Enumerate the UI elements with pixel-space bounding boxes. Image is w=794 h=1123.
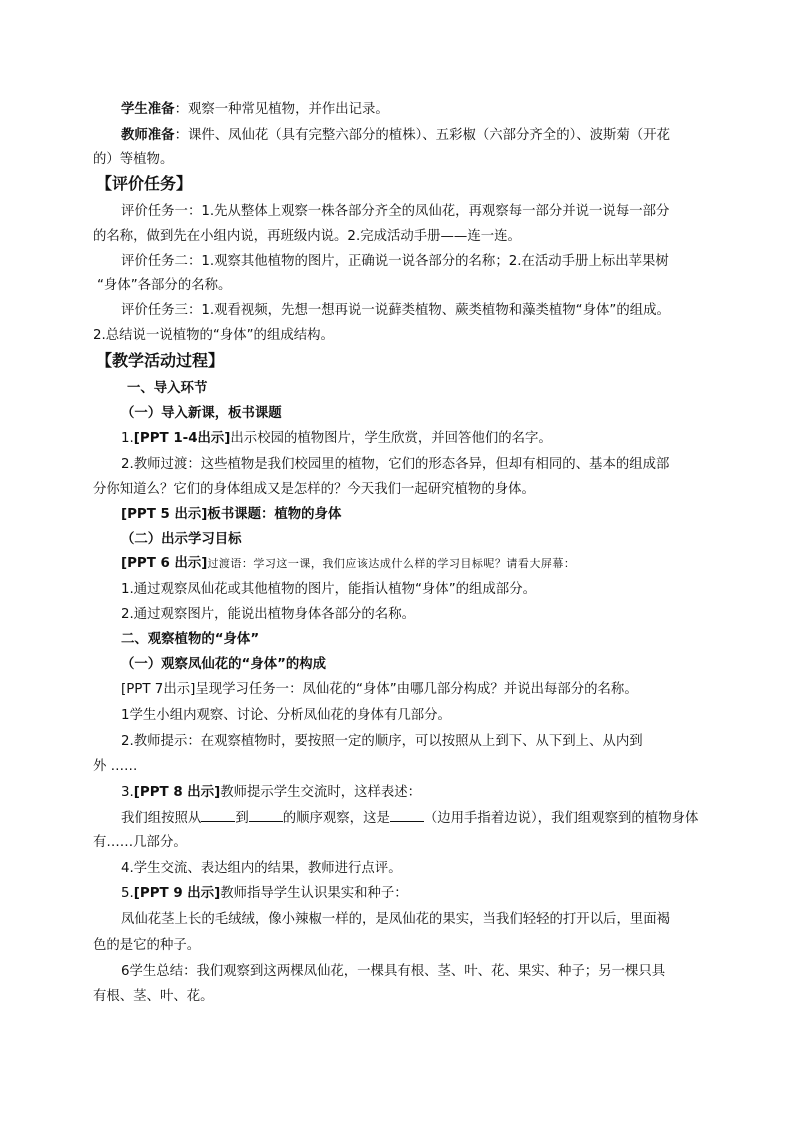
s2-p5-a: 我们组按照从 [121, 811, 202, 826]
s1-p4-text: 过渡语：学习这一课，我们应该达成什么样的学习目标呢？请看大屏幕： [207, 557, 576, 570]
eval-task2-line2: “身体”各部分的名称。 [97, 278, 232, 293]
s2-paragraph-9-line2: 有根、茎、叶、花。 [93, 989, 214, 1004]
s2-paragraph-1: [PPT 7出示]呈现学习任务一：凤仙花的“身体”由哪几部分构成？并说出每部分的名称。 [121, 682, 638, 697]
s1-paragraph-1 [121, 430, 552, 448]
s2-paragraph-8-line1: 凤仙花茎上长的毛绒绒，像小辣椒一样的，是凤仙花的果实，当我们轻轻的打开以后，里面褐 [121, 912, 671, 927]
goal-1: 1.通过观察凤仙花或其他植物的图片，能指认植物“身体”的组成部分。 [121, 582, 536, 597]
s2-paragraph-7 [121, 885, 408, 903]
teacher-prep-line-2: 的）等植物。 [93, 152, 174, 167]
s2-paragraph-4 [121, 784, 421, 802]
s2-p7-prefix: 5. [121, 886, 134, 901]
s2-paragraph-2: 1学生小组内观察、讨论、分析凤仙花的身体有几部分。 [121, 708, 451, 723]
s2-paragraph-5-line2: 有……几部分。 [93, 835, 187, 850]
section-2-sub-1: （一）观察凤仙花的“身体”的构成 [121, 657, 327, 672]
section-1-title: 一、导入环节 [127, 381, 208, 396]
s2-paragraph-3-line1: 2.教师提示：在观察植物时，要按照一定的顺序，可以按照从上到下、从下到上、从内到 [121, 734, 643, 749]
s2-p7-ppt: [PPT 9 出示] [133, 886, 221, 901]
eval-task3-line2: 2.总结说一说植物的“身体”的组成结构。 [93, 328, 334, 343]
student-prep-line [121, 101, 389, 119]
s1-p1-prefix: 1. [121, 431, 134, 446]
student-prep-text: ：观察一种常见植物，并作出记录。 [174, 102, 389, 117]
eval-task1-line1: 评价任务一：1.先从整体上观察一株各部分齐全的凤仙花，再观察每一部分并说一说每一部分 [121, 204, 670, 219]
s1-p1-ppt: [PPT 1-4出示] [133, 431, 231, 446]
s2-paragraph-8-line2: 色的是它的种子。 [93, 938, 201, 953]
s1-paragraph-2-line1: 2.教师过渡：这些植物是我们校园里的植物，它们的形态各异，但却有相同的、基本的组成部 [121, 457, 670, 472]
eval-heading: 【评价任务】 [96, 174, 193, 193]
section-1-sub-2: （二）出示学习目标 [121, 532, 242, 547]
s2-p5-c: 的顺序观察，这是 [282, 811, 390, 826]
s2-p7-text: 教师指导学生认识果实和种子： [220, 886, 408, 901]
eval-task3-line1: 评价任务三：1.观看视频，先想一想再说一说藓类植物、蕨类植物和藻类植物“身体”的组成。 [121, 303, 670, 318]
s1-p1-text: 出示校园的植物图片，学生欣赏，并回答他们的名字。 [230, 431, 552, 446]
teacher-prep-label: 教师准备 [121, 128, 175, 143]
s2-p4-prefix: 3. [121, 785, 134, 800]
s1-paragraph-4 [121, 555, 575, 573]
s1-p4-ppt: [PPT 6 出示] [121, 556, 208, 571]
s1-paragraph-2-line2: 分你知道么？它们的身体组成又是怎样的？今天我们一起研究植物的身体。 [93, 482, 535, 497]
eval-task2-line1: 评价任务二：1.观察其他植物的图片，正确说一说各部分的名称；2.在活动手册上标出苹果树 [121, 254, 669, 269]
s2-p4-ppt: [PPT 8 出示] [133, 785, 221, 800]
eval-task1-line2: 的名称，做到先在小组内说，再班级内说。2.完成活动手册——连一连。 [93, 229, 521, 244]
goal-2: 2.通过观察图片，能说出植物身体各部分的名称。 [121, 607, 415, 622]
fill-blank-1 [201, 809, 235, 822]
student-prep-label: 学生准备 [121, 102, 175, 117]
s2-paragraph-6: 4.学生交流、表达组内的结果，教师进行点评。 [121, 861, 402, 876]
section-1-sub-1: （一）导入新课，板书课题 [121, 406, 282, 421]
s2-p5-b: 到 [235, 811, 249, 826]
section-2-title: 二、观察植物的“身体” [121, 632, 260, 647]
s2-paragraph-3-line2: 外 …… [93, 759, 138, 774]
teacher-prep-line [121, 127, 670, 145]
s2-p5-d: （边用手指着边说），我们组观察到的植物身体 [423, 811, 699, 826]
s1-paragraph-3: [PPT 5 出示]板书课题：植物的身体 [121, 507, 342, 522]
process-heading: 【教学活动过程】 [96, 351, 225, 370]
teacher-prep-text: ：课件、凤仙花（具有完整六部分的植株）、五彩椒（六部分齐全的）、波斯菊（开花 [174, 128, 671, 143]
fill-blank-2 [249, 809, 283, 822]
s2-p4-text: 教师提示学生交流时，这样表述： [220, 785, 422, 800]
fill-blank-3 [390, 809, 424, 822]
s2-paragraph-5-line1 [121, 809, 698, 828]
s2-paragraph-9-line1: 6学生总结：我们观察到这两棵凤仙花，一棵具有根、茎、叶、花、果实、种子；另一棵只具 [121, 964, 666, 979]
